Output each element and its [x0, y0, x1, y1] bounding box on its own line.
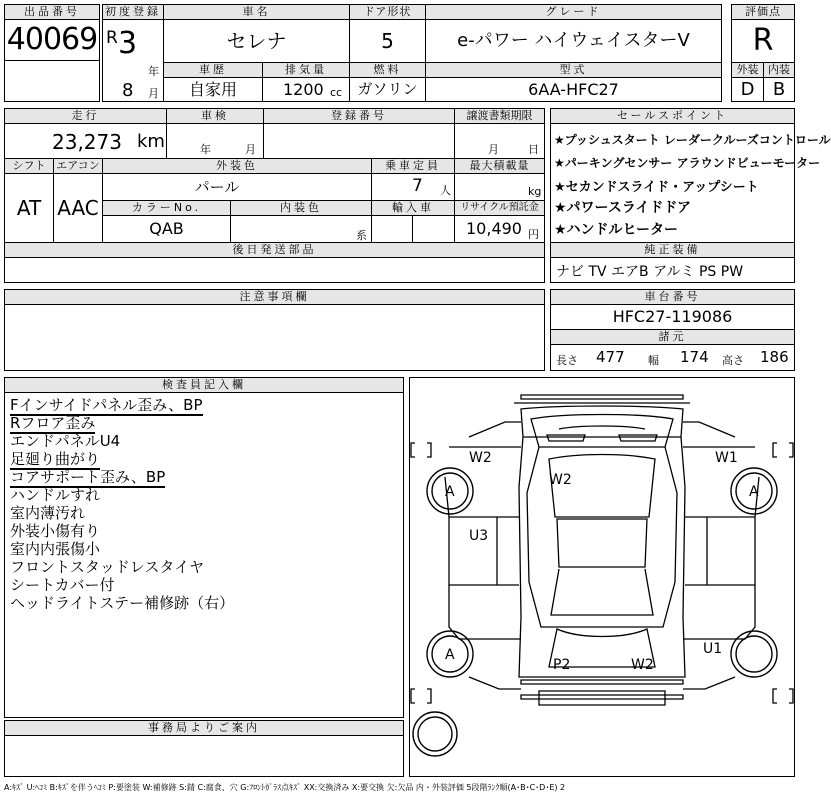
color-number: QAB	[149, 219, 184, 238]
transfer-day-unit: 日	[528, 143, 539, 156]
model-code: 6AA-HFC27	[528, 80, 619, 99]
capacity-unit: 人	[440, 184, 451, 197]
grade-header: グレード	[425, 4, 722, 20]
later-parts-header: 後日発送部品	[4, 242, 545, 258]
lot-number-header: 出品番号	[4, 4, 100, 20]
max-load-unit: kg	[528, 185, 542, 198]
color-no-header: カラーNo.	[102, 200, 231, 216]
mark-a-left-rear-wheel: A	[445, 647, 455, 663]
import-cell-a	[371, 215, 413, 243]
inspection-year-unit: 年	[200, 143, 211, 156]
later-parts-cell	[4, 257, 545, 283]
office-cell	[4, 735, 404, 777]
mark-a-right-front-wheel: A	[749, 484, 759, 500]
chassis-number: HFC27-119086	[612, 307, 733, 326]
model-code-header: 型式	[425, 62, 722, 78]
interior-header: 内装	[763, 62, 795, 78]
width-label: 幅	[648, 354, 659, 367]
inspector-note-2: Rフロア歪み	[10, 414, 96, 432]
first-reg-header: 初度登録	[102, 4, 164, 20]
inspector-header: 検査員記入欄	[4, 377, 404, 393]
selling-point-1: ★プッシュスタート レーダークルーズコントロール	[554, 133, 831, 147]
air-conditioner: AAC	[57, 196, 99, 220]
year-unit: 年	[148, 65, 159, 78]
mark-w2-rear: W2	[631, 657, 654, 673]
max-load-header: 最大積載量	[454, 158, 545, 174]
caution-header: 注意事項欄	[4, 289, 545, 305]
reg-year: 3	[118, 26, 138, 61]
mileage: 23,273	[52, 130, 122, 154]
width: 174	[680, 348, 709, 366]
door-type: 5	[381, 29, 394, 53]
exterior-grade: D	[740, 79, 755, 100]
fuel-header: 燃料	[349, 62, 426, 78]
month-unit: 月	[148, 87, 159, 100]
regno-cell	[263, 123, 455, 159]
mark-p2-rear: P2	[553, 657, 571, 673]
equipment-header: 純正装備	[550, 242, 795, 258]
inspector-note-4: 足廻り曲がり	[10, 450, 101, 468]
selling-point-4: ★パワースライドドア	[554, 200, 692, 216]
capacity: 7	[412, 176, 423, 196]
import-header: 輸入車	[371, 200, 455, 216]
dims-cell	[550, 344, 795, 371]
inspector-note-10: フロントスタッドレスタイヤ	[10, 558, 205, 576]
recycle-header: リサイクル預託金	[454, 200, 545, 216]
dims-header: 諸元	[550, 329, 795, 345]
interior-color-unit: 系	[356, 229, 367, 242]
door-header: ドア形状	[349, 4, 426, 20]
office-header: 事務局よりご案内	[4, 720, 404, 736]
car-name-header: 車名	[163, 4, 350, 20]
regno-header: 登録番号	[263, 108, 455, 124]
mark-w2-front-left: W2	[469, 450, 492, 466]
mark-w2-hood: W2	[549, 472, 572, 488]
caution-cell	[4, 304, 545, 371]
score-header: 評価点	[731, 4, 795, 20]
color-header: 外装色	[102, 158, 372, 174]
chassis-header: 車台番号	[550, 289, 795, 305]
inspector-note-1: Fインサイドパネル歪み、BP	[10, 396, 203, 414]
recycle-unit: 円	[528, 228, 539, 241]
inspector-note-5: コアサポート歪み、BP	[10, 468, 166, 486]
inspection-header: 車検	[166, 108, 264, 124]
lot-number-blank	[4, 60, 100, 102]
inspector-note-9: 室内内張傷小	[10, 540, 101, 558]
lot-number: 40069	[6, 22, 98, 57]
length-label: 長さ	[556, 354, 578, 367]
transfer-header: 譲渡書類期限	[454, 108, 545, 124]
exterior-color: パール	[194, 178, 240, 196]
era-mark: R	[106, 28, 118, 48]
interior-color-cell	[230, 215, 372, 243]
mark-a-left-front-wheel: A	[445, 484, 455, 500]
interior-color-header: 内装色	[230, 200, 372, 216]
mark-u3-left-door: U3	[469, 528, 489, 544]
grade: e-パワー ハイウェイスターV	[457, 30, 690, 51]
interior-grade: B	[772, 79, 786, 100]
mark-w1-front-right: W1	[715, 450, 738, 466]
exterior-header: 外装	[731, 62, 764, 78]
length: 477	[596, 348, 625, 366]
inspector-note-7: 室内薄汚れ	[10, 504, 86, 522]
selling-points-header: セールスポイント	[550, 108, 795, 124]
capacity-header: 乗車定員	[371, 158, 455, 174]
mark-u1-right-rear: U1	[703, 641, 723, 657]
car-name: セレナ	[226, 29, 287, 53]
inspection-month-unit: 月	[245, 143, 256, 156]
history: 自家用	[188, 80, 237, 99]
inspector-note-11: シートカバー付	[10, 576, 115, 594]
height: 186	[760, 348, 789, 366]
inspector-note-8: 外装小傷有り	[10, 522, 101, 540]
transfer-month-unit: 月	[488, 143, 499, 156]
recycle-fee: 10,490	[466, 219, 522, 238]
score: R	[752, 23, 774, 58]
displacement-unit: cc	[330, 86, 343, 99]
ac-header: エアコン	[53, 158, 103, 174]
height-label: 高さ	[722, 354, 744, 367]
import-cell-b	[412, 215, 455, 243]
selling-point-5: ★ハンドルヒーター	[554, 222, 678, 238]
history-header: 車歴	[163, 62, 263, 78]
reg-month: 8	[122, 80, 134, 101]
inspector-note-3: エンドパネルU4	[10, 432, 121, 450]
inspector-note-6: ハンドルすれ	[10, 486, 101, 504]
fuel: ガソリン	[357, 80, 418, 98]
shift: AT	[16, 196, 42, 220]
equipment: ナビ TV エアB アルミ PS PW	[556, 264, 744, 280]
car-diagram	[409, 377, 795, 777]
mileage-header: 走行	[4, 108, 167, 124]
selling-point-3: ★セカンドスライド・アップシート	[554, 180, 759, 195]
legend: A:ｷｽﾞ U:ﾍｺﾐ B:ｷｽﾞを伴うﾍｺﾐ P:要塗装 W:補修跡 S:錆 C:腐食、穴 G:ﾌﾛﾝﾄｶﾞﾗｽ点ｷｽﾞ XX:交換済み X:要交換 欠:欠品 内・外装評価 5段階ﾗﾝｸ順(A･B･C･D･E) 2	[4, 783, 566, 792]
mileage-unit: km	[137, 131, 165, 152]
displacement: 1200	[283, 80, 324, 99]
displacement-header: 排気量	[262, 62, 350, 78]
inspector-note-12: ヘッドライトステー補修跡（右）	[10, 594, 235, 612]
selling-point-2: ★パーキングセンサー アラウンドビューモーター	[554, 156, 821, 170]
shift-header: シフト	[4, 158, 54, 174]
